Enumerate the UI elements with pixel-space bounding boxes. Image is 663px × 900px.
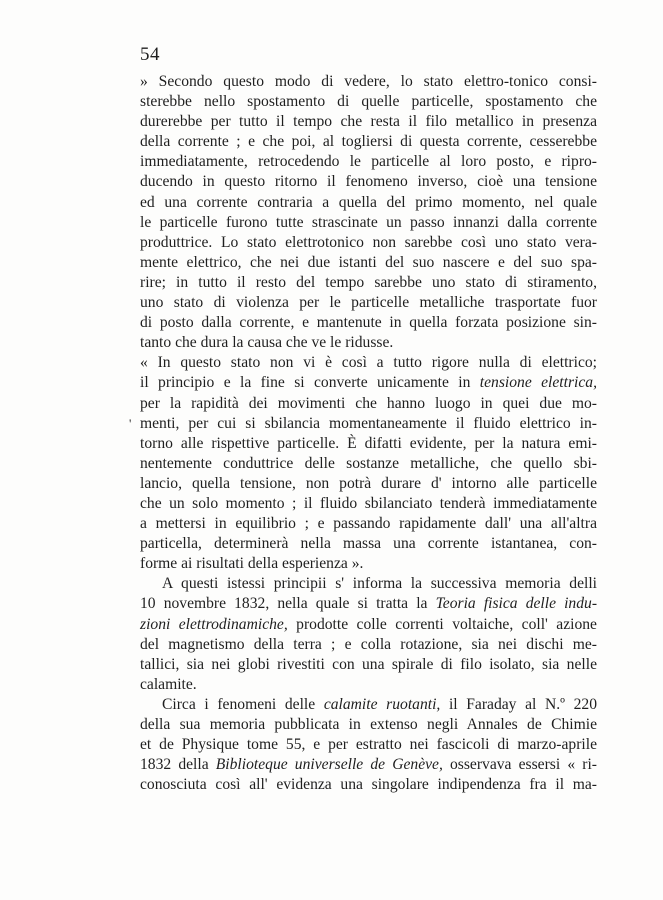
text-segment: il Faraday al N.º 220 <box>440 695 597 713</box>
paragraph-1 <box>140 72 597 353</box>
text-line: torno alle rispettive particelle. È difatti evidente, per la natura emi- <box>140 434 597 452</box>
text-line: di posto dalla corrente, e mantenute in quella forzata posizione sin- <box>140 314 597 332</box>
text-segment: 1832 della <box>140 756 216 774</box>
text-line: » Secondo questo modo di vedere, lo stato elettro-tonico consi- <box>140 73 597 90</box>
text-line: che un solo momento ; il fluido sbilanciato tenderà immediatamente <box>140 494 597 512</box>
text-line: del magnetismo della terra ; e colla rotazione, sia nei dischi me- <box>140 635 597 653</box>
text-line: le particelle furono tutte strascinate un passo innanzi dalla corrente <box>140 213 597 231</box>
text-line: A questi istessi principii s' informa la successiva memoria delli <box>162 575 597 593</box>
text-line: ducendo in questo ritorno il fenomeno inverso, cioè una tensione <box>140 173 597 191</box>
text-line: forme ai risultati della esperienza ». <box>140 555 364 573</box>
text-line: produttrice. Lo stato elettrotonico non sarebbe così uno stato vera- <box>140 233 597 251</box>
text-line: uno stato di violenza per le particelle metalliche trasportate fuor <box>140 294 597 312</box>
margin-mark: ' <box>129 416 132 431</box>
paragraph-2 <box>140 353 597 574</box>
page-body <box>140 72 597 795</box>
text-segment: prodotte colle correnti voltaiche, coll' azione <box>287 615 597 633</box>
text-line: nentemente conduttrice delle sostanze metalliche, che quello sbi- <box>140 454 597 472</box>
text-line <box>140 594 597 614</box>
italic-phrase: Biblioteque universelle de Genève, <box>215 756 443 774</box>
text-line: conosciuta così all' evidenza una singolare indipendenza fra il ma- <box>140 776 597 794</box>
page-number: 54 <box>140 44 160 65</box>
text-line: immediatamente, retrocedendo le particelle al loro posto, e ripro- <box>140 153 597 171</box>
text-line: rire; in tutto il resto del tempo sarebbe uno stato di stiramento, <box>140 273 597 291</box>
paragraph-3 <box>140 574 597 695</box>
italic-phrase: zioni elettrodinamiche, <box>140 615 288 633</box>
text-line: a mettersi in equilibrio ; e passando rapidamente dall' una all'altra <box>140 515 597 533</box>
italic-phrase: calamite ruotanti, <box>323 695 441 713</box>
text-line: menti, per cui si sbilancia momentaneamente il fluido elettrico in- <box>140 414 597 432</box>
text-line: della corrente ; e che poi, al togliersi di questa corrente, cesserebbe <box>140 133 597 151</box>
text-line: sterebbe nello spostamento di quelle particelle, spostamento che <box>140 93 597 111</box>
text-line: et de Physique tome 55, e per estratto nei fascicoli di marzo-aprile <box>140 736 597 754</box>
text-line: ed una corrente contraria a quella del primo momento, nel quale <box>140 193 597 211</box>
text-line: tanto che dura la causa che ve le ridusse. <box>140 334 394 352</box>
text-line <box>140 373 597 393</box>
text-line: particella, determinerà nella massa una corrente istantanea, con- <box>140 535 597 553</box>
text-line <box>140 695 597 715</box>
text-line: della sua memoria pubblicata in extenso negli Annales de Chimie <box>140 716 597 733</box>
text-line: calamite. <box>140 675 197 693</box>
paragraph-4 <box>140 695 597 795</box>
text-segment: Circa i fenomeni delle <box>162 695 324 713</box>
italic-phrase: Teoria fisica delle indu- <box>435 595 598 613</box>
text-line: per la rapidità dei movimenti che hanno luogo in quei due mo- <box>140 394 597 412</box>
text-line: durerebbe per tutto il tempo che resta il filo metallico in presenza <box>140 113 597 131</box>
text-segment: il principio e la fine si converte unicamente in <box>140 374 480 392</box>
text-line: tallici, sia nei globi rivestiti con una spirale di filo isolato, sia nelle <box>140 655 597 673</box>
italic-phrase: tensione elettrica, <box>479 374 597 392</box>
text-line <box>140 615 597 635</box>
text-line: « In questo stato non vi è così a tutto rigore nulla di elettrico; <box>140 354 597 372</box>
text-segment: osservava essersi « ri- <box>442 756 597 774</box>
text-line <box>140 755 597 775</box>
text-line: lancio, quella tensione, non potrà durare d' intorno alle particelle <box>140 474 597 492</box>
text-line: mente elettrico, che nei due istanti del suo nascere e del suo spa- <box>140 253 597 271</box>
text-segment: 10 novembre 1832, nella quale si tratta la <box>140 595 436 613</box>
